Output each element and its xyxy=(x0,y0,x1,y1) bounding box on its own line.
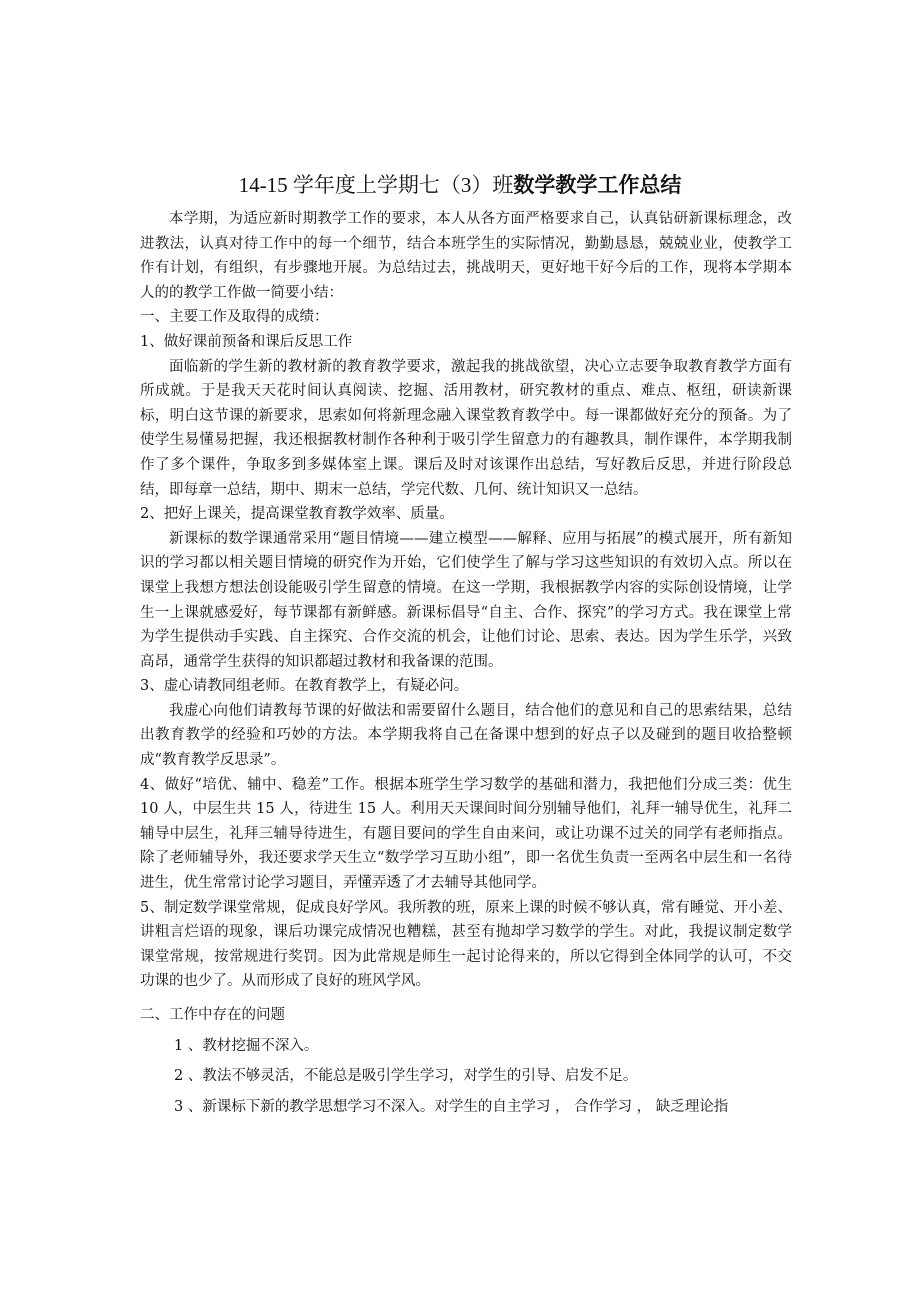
document-title xyxy=(0,170,920,200)
problem-item: 2 、教法不够灵活，不能总是吸引学生学习，对学生的引导、启发不足。 xyxy=(174,1068,638,1085)
item3-paragraph: 我虚心向他们请教每节课的好做法和需要留什么题目，结合他们的意见和自己的思索结果，总结出教育教学的经验和巧妙的方法。本学期我将自己在备课中想到的好点子以及碰到的题目收拾整顿成“教育教学反思录”。 xyxy=(140,702,792,769)
item2-paragraph: 新课标的数学课通常采用“题目情境——建立模型——解释、应用与拓展”的模式展开，所有新知识的学习都以相关题目情境的研究作为开始，它们使学生了解与学习这些知识的有效切入点。所以在课堂上我想方想法创设能吸引学生留意的情境。在这一学期，我根据教学内容的实际创设情境，让学生一上课就感爱好，每节课都有新鲜感。新课标倡导“自主、合作、探究”的学习方式。我在课堂上常为学生提供动手实践、自主探究、合作交流的机会，让他们讨论、思索、表达。因为学生乐学，兴致高昂，通常学生获得的知识都超过教材和我备课的范围。 xyxy=(140,530,792,670)
section2-heading: 二、工作中存在的问题 xyxy=(140,1007,285,1023)
document-body xyxy=(140,207,792,1119)
problem-item: 3 、新课标下新的教学思想学习不深入。对学生的自主学习 ， 合作学习 ， 缺乏理论指 xyxy=(174,1098,729,1115)
item3-heading: 3、虚心请教同组老师。在教育教学上，有疑必问。 xyxy=(140,678,469,695)
item1-heading: 1、做好课前预备和课后反思工作 xyxy=(140,333,353,350)
title-strong: 数学教学工作总结 xyxy=(513,173,682,197)
title-lead: 14-15 学年度上学期七（3）班 xyxy=(238,173,514,197)
item2-heading: 2、把好上课关，提高课堂教育教学效率、质量。 xyxy=(140,506,454,523)
item1-paragraph: 面临新的学生新的教材新的教育教学要求，激起我的挑战欲望，决心立志要争取教育教学方面有所成就。于是我天天花时间认真阅读、挖掘、活用教材，研究教材的重点、难点、枢纽，研读新课标，明白这节课的新要求，思索如何将新理念融入课堂教育教学中。每一课都做好充分的预备。为了使学生易懂易把握，我还根据教材制作各种利于吸引学生留意力的有趣教具，制作课件，本学期我制作了多个课件，争取多到多媒体室上课。课后及时对该课作出总结，写好教后反思，并进行阶段总结，即每章一总结，期中、期末一总结，学完代数、几何、统计知识又一总结。 xyxy=(140,358,792,498)
problem-item: 1 、教材挖掘不深入。 xyxy=(174,1037,319,1054)
item5-paragraph: 5、制定数学课堂常规，促成良好学风。我所教的班，原来上课的时候不够认真，常有睡觉、开小差、讲粗言烂语的现象，课后功课完成情况也糟糕，甚至有抛却学习数学的学生。对此，我提议制定数学课堂常规，按常规进行奖罚。因为此常规是师生一起讨论得来的，所以它得到全体同学的认可，不交功课的也少了。从而形成了良好的班风学风。 xyxy=(140,899,792,990)
item4-paragraph: 4、做好“培优、辅中、稳差”工作。根据本班学生学习数学的基础和潜力，我把他们分成三类：优生 10 人，中层生共 15 人，待进生 15 人。利用天天课间时间分别辅导他们，礼拜一辅导优生，礼拜二辅导中层生，礼拜三辅导待进生，有题目要问的学生自由来问，或让功课不过关的同学有老师指点。除了老师辅导外，我还要求学天生立“数学学习互助小组”，即一名优生负责一至两名中层生和一名待进生，优生常常讨论学习题目，弄懂弄透了才去辅导其他同学。 xyxy=(140,776,792,892)
section1-heading: 一、主要工作及取得的成绩： xyxy=(140,309,329,326)
intro-paragraph: 本学期，为适应新时期教学工作的要求，本人从各方面严格要求自己，认真钻研新课标理念，改进教法，认真对待工作中的每一个细节，结合本班学生的实际情况，勤勤恳恳，兢兢业业，使教学工作有计划，有组织，有步骤地开展。为总结过去，挑战明天，更好地干好今后的工作，现将本学期本人的的教学工作做一简要小结： xyxy=(140,211,792,301)
